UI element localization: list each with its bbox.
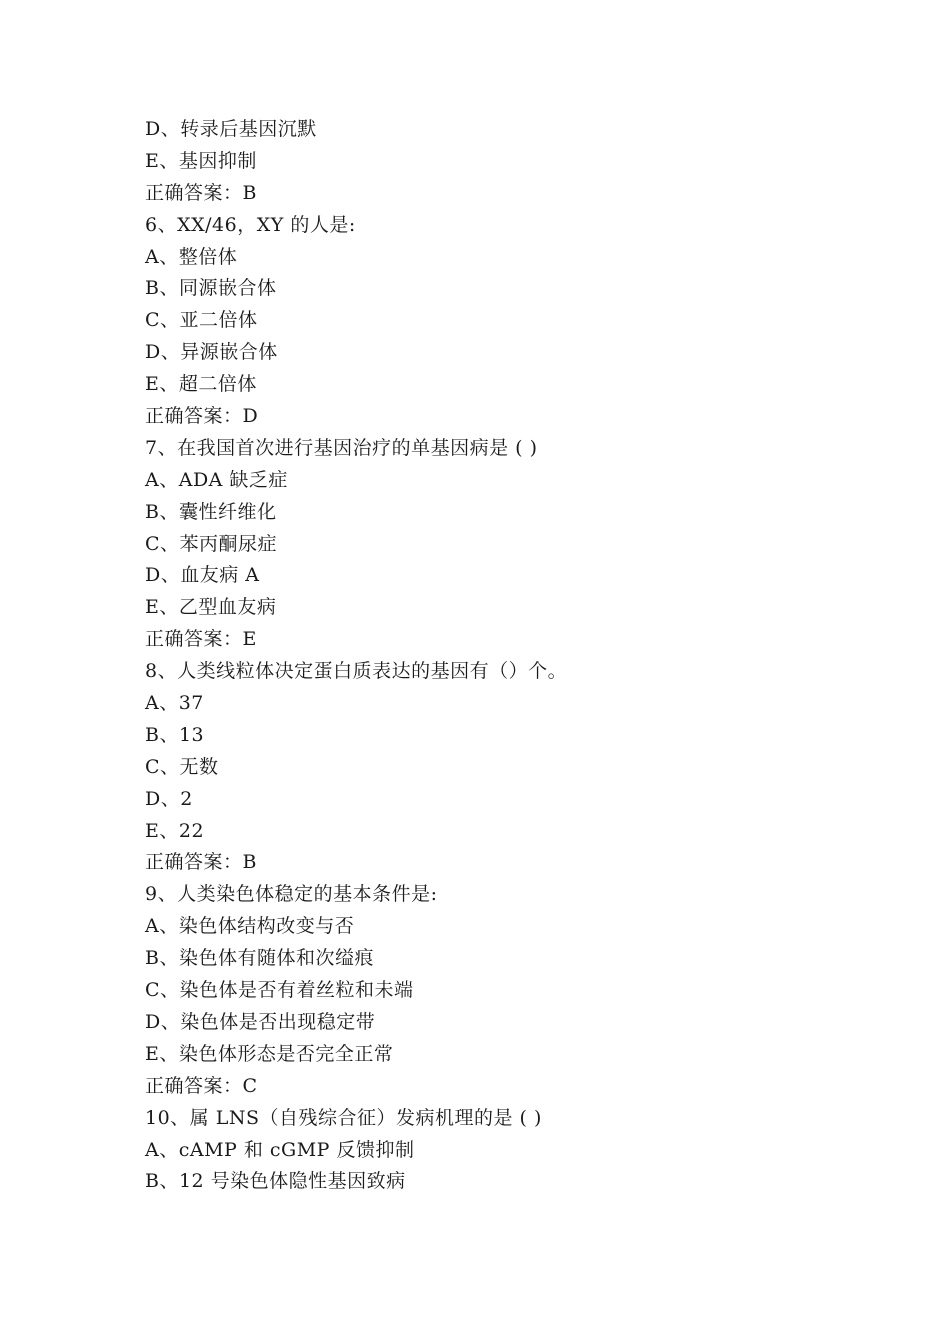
option-b-q7: B、囊性纤维化 <box>145 500 277 523</box>
option-d-q8: D、2 <box>145 787 193 810</box>
option-a-q8: A、37 <box>145 692 204 715</box>
option-e-q7: E、乙型血友病 <box>145 596 277 619</box>
option-c-q6: C、亚二倍体 <box>145 309 258 332</box>
option-b-q10: B、12 号染色体隐性基因致病 <box>145 1170 406 1193</box>
question-9: 9、人类染色体稳定的基本条件是: <box>145 883 438 906</box>
option-d-q7: D、血友病 A <box>145 564 260 587</box>
option-c-q7: C、苯丙酮尿症 <box>145 532 278 555</box>
option-a-q9: A、染色体结构改变与否 <box>145 915 355 938</box>
option-c-q9: C、染色体是否有着丝粒和未端 <box>145 979 414 1002</box>
option-d-q5: D、转录后基因沉默 <box>145 118 317 140</box>
option-a-q10: A、cAMP 和 cGMP 反馈抑制 <box>145 1138 415 1161</box>
question-10: 10、属 LNS（自残综合征）发病机理的是 ( ) <box>145 1106 542 1129</box>
option-c-q8: C、无数 <box>145 755 219 778</box>
option-b-q8: B、13 <box>145 723 205 746</box>
answer-q6: 正确答案：D <box>145 405 259 428</box>
option-e-q9: E、染色体形态是否完全正常 <box>145 1042 394 1065</box>
question-6: 6、XX/46，XY 的人是: <box>145 213 356 236</box>
option-e-q5: E、基因抑制 <box>145 149 257 172</box>
option-a-q6: A、整倍体 <box>145 245 238 268</box>
option-d-q9: D、染色体是否出现稳定带 <box>145 1010 376 1033</box>
option-a-q7: A、ADA 缺乏症 <box>145 468 288 491</box>
option-d-q6: D、异源嵌合体 <box>145 341 278 364</box>
question-list <box>145 114 845 1198</box>
option-b-q9: B、染色体有随体和次缢痕 <box>145 947 374 970</box>
answer-q5: 正确答案：B <box>145 181 257 204</box>
question-7: 7、在我国首次进行基因治疗的单基因病是 ( ) <box>145 436 538 459</box>
option-e-q8: E、22 <box>145 819 205 842</box>
answer-q8: 正确答案：B <box>145 851 257 874</box>
question-8: 8、人类线粒体决定蛋白质表达的基因有（）个。 <box>145 660 568 683</box>
option-b-q6: B、同源嵌合体 <box>145 277 277 300</box>
option-e-q6: E、超二倍体 <box>145 373 257 396</box>
answer-q7: 正确答案：E <box>145 628 257 651</box>
answer-q9: 正确答案：C <box>145 1074 258 1097</box>
